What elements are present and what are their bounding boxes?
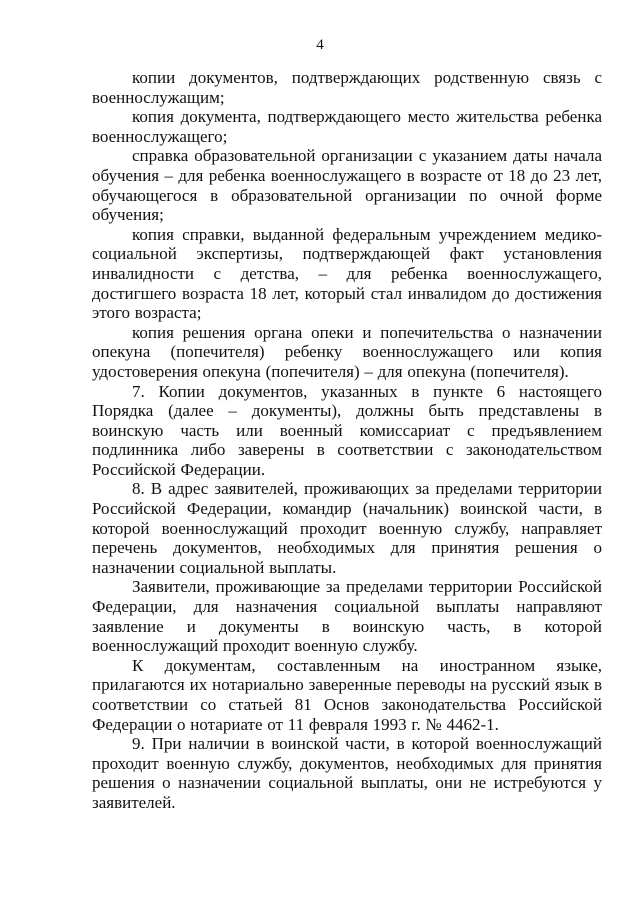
paragraph-education-certificate: справка образовательной организации с указанием даты начала обучения – для ребенка военнослужащего в возрасте от 18 до 23 лет, обучающегося в образовательной организации по очной форме обучения; <box>92 146 602 225</box>
page-number: 4 <box>316 37 324 53</box>
paragraph-item-9: 9. При наличии в воинской части, в которой военнослужащий проходит военную службу, документов, необходимых для принятия решения о назначении социальной выплаты, они не истребуются у заявителей. <box>92 734 602 812</box>
paragraph-item-8: 8. В адрес заявителей, проживающих за пределами территории Российской Федерации, командир (начальник) воинской части, в которой военнослужащий проходит военную службу, направляет перечень документов, необходимых для принятия решения о назначении социальной выплаты. <box>92 479 602 577</box>
paragraph-guardianship-decision: копия решения органа опеки и попечительства о назначении опекуна (попечителя) ребенку военнослужащего или копия удостоверения опекуна (попечителя) – для опекуна (попечителя). <box>92 322 602 381</box>
paragraph-applicants-abroad: Заявители, проживающие за пределами территории Российской Федерации, для назначения социальной выплаты направляют заявление и документы в воинскую часть, в которой военнослужащий проходит военную службу. <box>92 577 602 656</box>
document-body <box>92 68 602 813</box>
paragraph-residence-doc: копия документа, подтверждающего место жительства ребенка военнослужащего; <box>92 107 602 146</box>
paragraph-foreign-language-docs: К документам, составленным на иностранном языке, прилагаются их нотариально заверенные переводы на русский язык в соответствии со статьей 81 Основ законодательства Российской Федерации о нотариате от 11 февраля 1993 г. № 4462-1. <box>92 655 602 734</box>
paragraph-disability-certificate: копия справки, выданной федеральным учреждением медико-социальной экспертизы, подтверждающей факт установления инвалидности с детства, – для ребенка военнослужащего, достигшего возраста 18 лет, который стал инвалидом до достижения этого возраста; <box>92 224 602 323</box>
paragraph-kinship-docs: копии документов, подтверждающих родственную связь с военнослужащим; <box>92 68 602 107</box>
paragraph-item-7: 7. Копии документов, указанных в пункте 6 настоящего Порядка (далее – документы), должны быть представлены в воинскую часть или военный комиссариат с предъявлением подлинника либо заверены в соответствии с законодательством Российской Федерации. <box>92 381 602 479</box>
